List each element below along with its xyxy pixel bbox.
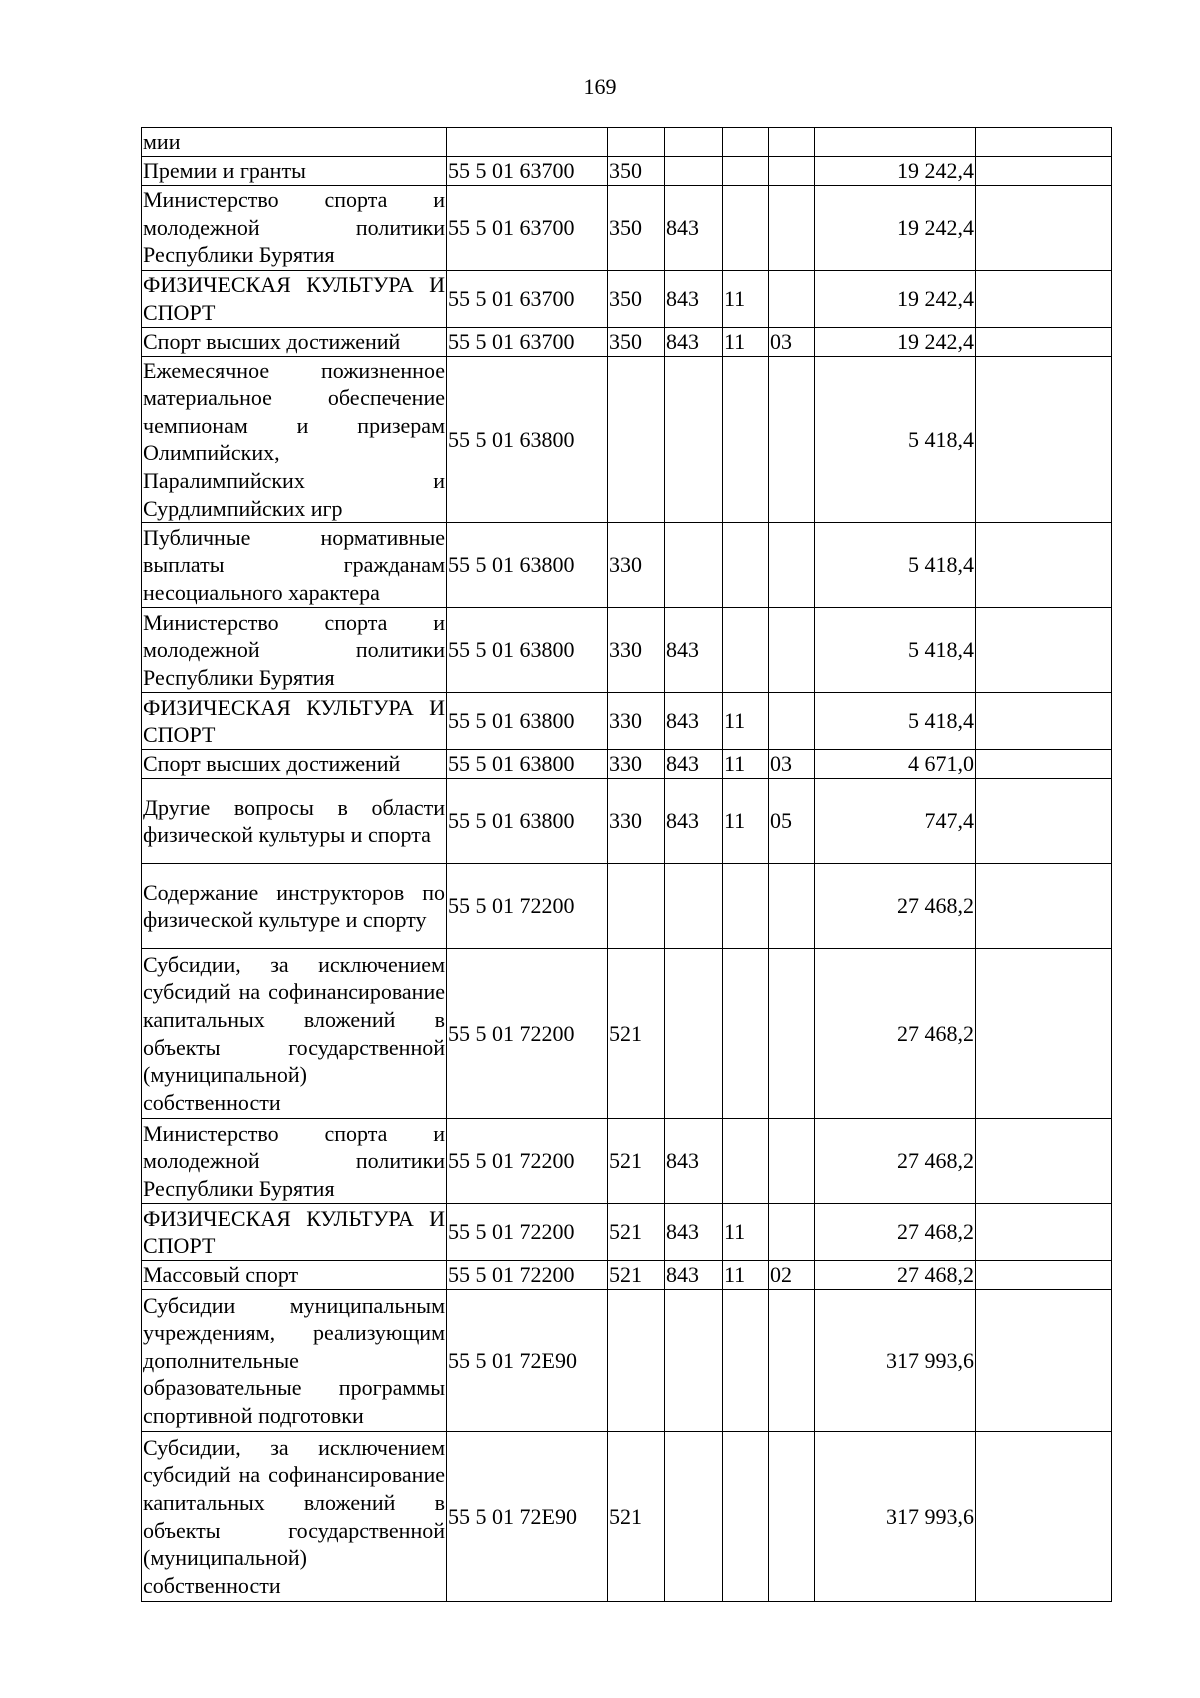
row-vr [608, 356, 665, 523]
row-extra [976, 1119, 1112, 1204]
table-row [142, 270, 1112, 327]
row-rz: 11 [723, 1204, 769, 1261]
row-grbs [665, 128, 723, 157]
row-amount: 27 468,2 [815, 949, 976, 1119]
row-amount: 19 242,4 [815, 185, 976, 270]
row-name: Другие вопросы в области физической культуры и спорта [142, 779, 447, 864]
row-name: ФИЗИЧЕСКАЯ КУЛЬТУРА И СПОРТ [142, 1204, 447, 1261]
row-name: Спорт высших достижений [142, 327, 447, 356]
table-row [142, 949, 1112, 1119]
row-code: 55 5 01 72200 [447, 1261, 608, 1290]
row-code: 55 5 01 72200 [447, 949, 608, 1119]
table-row [142, 750, 1112, 779]
row-vr: 350 [608, 156, 665, 185]
row-extra [976, 156, 1112, 185]
row-pr [769, 523, 815, 608]
table-row [142, 185, 1112, 270]
row-pr: 05 [769, 779, 815, 864]
row-rz [723, 864, 769, 949]
row-amount: 27 468,2 [815, 1204, 976, 1261]
row-code: 55 5 01 63800 [447, 779, 608, 864]
budget-table-body [142, 128, 1112, 1602]
row-code: 55 5 01 63700 [447, 156, 608, 185]
row-grbs: 843 [665, 750, 723, 779]
row-name: Субсидии, за исключением субсидий на софинансирование капитальных вложений в объекты государственной (муниципальной) собственности [142, 1432, 447, 1602]
row-pr [769, 185, 815, 270]
row-code: 55 5 01 72Е90 [447, 1290, 608, 1432]
row-name: ФИЗИЧЕСКАЯ КУЛЬТУРА И СПОРТ [142, 693, 447, 750]
row-pr [769, 356, 815, 523]
row-grbs: 843 [665, 608, 723, 693]
row-grbs: 843 [665, 779, 723, 864]
row-code: 55 5 01 63800 [447, 693, 608, 750]
row-rz [723, 156, 769, 185]
row-pr: 02 [769, 1261, 815, 1290]
budget-table [141, 127, 1112, 1602]
row-extra [976, 327, 1112, 356]
row-vr: 330 [608, 779, 665, 864]
row-name: мии [142, 128, 447, 157]
row-amount: 317 993,6 [815, 1290, 976, 1432]
row-name: Премии и гранты [142, 156, 447, 185]
row-grbs: 843 [665, 270, 723, 327]
row-code: 55 5 01 63800 [447, 356, 608, 523]
row-extra [976, 693, 1112, 750]
row-vr [608, 864, 665, 949]
row-pr [769, 1432, 815, 1602]
row-vr: 350 [608, 185, 665, 270]
row-amount: 19 242,4 [815, 270, 976, 327]
row-amount: 5 418,4 [815, 608, 976, 693]
row-name: Публичные нормативные выплаты гражданам несоциального характера [142, 523, 447, 608]
row-amount: 19 242,4 [815, 327, 976, 356]
row-amount: 317 993,6 [815, 1432, 976, 1602]
row-vr: 330 [608, 608, 665, 693]
row-name: Ежемесячное пожизненное материальное обеспечение чемпионам и призерам Олимпийских, Паралимпийских и Сурдлимпийских игр [142, 356, 447, 523]
table-row [142, 327, 1112, 356]
row-vr: 521 [608, 1261, 665, 1290]
row-extra [976, 750, 1112, 779]
row-grbs [665, 523, 723, 608]
row-name: Министерство спорта и молодежной политики Республики Бурятия [142, 185, 447, 270]
row-rz: 11 [723, 779, 769, 864]
row-rz: 11 [723, 270, 769, 327]
row-extra [976, 128, 1112, 157]
row-vr: 350 [608, 270, 665, 327]
row-code: 55 5 01 63700 [447, 327, 608, 356]
row-pr [769, 693, 815, 750]
row-grbs: 843 [665, 185, 723, 270]
table-row [142, 523, 1112, 608]
row-grbs: 843 [665, 1204, 723, 1261]
row-pr: 03 [769, 750, 815, 779]
row-code: 55 5 01 63800 [447, 523, 608, 608]
table-row [142, 1290, 1112, 1432]
row-amount [815, 128, 976, 157]
table-row [142, 1119, 1112, 1204]
row-amount: 5 418,4 [815, 356, 976, 523]
row-vr: 330 [608, 523, 665, 608]
row-amount: 5 418,4 [815, 693, 976, 750]
row-rz [723, 608, 769, 693]
row-code: 55 5 01 72200 [447, 1204, 608, 1261]
row-rz [723, 1290, 769, 1432]
row-name: Министерство спорта и молодежной политики Республики Бурятия [142, 1119, 447, 1204]
row-grbs: 843 [665, 327, 723, 356]
table-row [142, 1261, 1112, 1290]
row-name: Субсидии, за исключением субсидий на софинансирование капитальных вложений в объекты государственной (муниципальной) собственности [142, 949, 447, 1119]
row-vr: 521 [608, 1432, 665, 1602]
table-row [142, 128, 1112, 157]
row-vr: 330 [608, 750, 665, 779]
table-row [142, 156, 1112, 185]
row-extra [976, 1432, 1112, 1602]
row-extra [976, 1204, 1112, 1261]
row-pr [769, 1290, 815, 1432]
row-rz: 11 [723, 327, 769, 356]
row-pr [769, 949, 815, 1119]
row-extra [976, 356, 1112, 523]
table-row [142, 779, 1112, 864]
row-pr [769, 156, 815, 185]
row-pr: 03 [769, 327, 815, 356]
row-rz [723, 523, 769, 608]
row-code: 55 5 01 63700 [447, 185, 608, 270]
row-rz [723, 356, 769, 523]
row-rz: 11 [723, 750, 769, 779]
row-grbs [665, 356, 723, 523]
row-amount: 27 468,2 [815, 1119, 976, 1204]
row-grbs [665, 949, 723, 1119]
row-name: Министерство спорта и молодежной политики Республики Бурятия [142, 608, 447, 693]
row-grbs: 843 [665, 693, 723, 750]
row-pr [769, 128, 815, 157]
row-vr [608, 1290, 665, 1432]
table-row [142, 1432, 1112, 1602]
row-vr: 350 [608, 327, 665, 356]
row-vr: 521 [608, 1204, 665, 1261]
row-grbs: 843 [665, 1119, 723, 1204]
row-rz [723, 1119, 769, 1204]
row-grbs: 843 [665, 1261, 723, 1290]
row-code: 55 5 01 72200 [447, 864, 608, 949]
row-rz [723, 128, 769, 157]
row-extra [976, 1290, 1112, 1432]
row-name: Содержание инструкторов по физической культуре и спорту [142, 864, 447, 949]
row-extra [976, 949, 1112, 1119]
row-rz [723, 185, 769, 270]
table-row [142, 693, 1112, 750]
row-code: 55 5 01 63700 [447, 270, 608, 327]
row-extra [976, 185, 1112, 270]
row-pr [769, 864, 815, 949]
row-name: ФИЗИЧЕСКАЯ КУЛЬТУРА И СПОРТ [142, 270, 447, 327]
row-code: 55 5 01 63800 [447, 750, 608, 779]
row-vr: 521 [608, 949, 665, 1119]
row-grbs [665, 864, 723, 949]
row-vr: 521 [608, 1119, 665, 1204]
page-number: 169 [583, 74, 617, 99]
row-name: Массовый спорт [142, 1261, 447, 1290]
row-extra [976, 864, 1112, 949]
row-rz: 11 [723, 693, 769, 750]
row-vr: 330 [608, 693, 665, 750]
table-row [142, 1204, 1112, 1261]
row-grbs [665, 156, 723, 185]
row-extra [976, 608, 1112, 693]
row-extra [976, 1261, 1112, 1290]
row-amount: 27 468,2 [815, 864, 976, 949]
table-row [142, 864, 1112, 949]
row-name: Субсидии муниципальным учреждениям, реализующим дополнительные образовательные программы спортивной подготовки [142, 1290, 447, 1432]
row-amount: 19 242,4 [815, 156, 976, 185]
row-grbs [665, 1432, 723, 1602]
row-grbs [665, 1290, 723, 1432]
row-amount: 4 671,0 [815, 750, 976, 779]
row-extra [976, 779, 1112, 864]
row-amount: 5 418,4 [815, 523, 976, 608]
row-code: 55 5 01 72Е90 [447, 1432, 608, 1602]
table-row [142, 356, 1112, 523]
row-pr [769, 1119, 815, 1204]
row-name: Спорт высших достижений [142, 750, 447, 779]
row-amount: 27 468,2 [815, 1261, 976, 1290]
row-rz [723, 949, 769, 1119]
row-rz: 11 [723, 1261, 769, 1290]
row-extra [976, 523, 1112, 608]
table-row [142, 608, 1112, 693]
row-code: 55 5 01 63800 [447, 608, 608, 693]
row-pr [769, 608, 815, 693]
row-vr [608, 128, 665, 157]
row-rz [723, 1432, 769, 1602]
row-pr [769, 270, 815, 327]
row-extra [976, 270, 1112, 327]
row-code: 55 5 01 72200 [447, 1119, 608, 1204]
row-pr [769, 1204, 815, 1261]
row-amount: 747,4 [815, 779, 976, 864]
row-code [447, 128, 608, 157]
